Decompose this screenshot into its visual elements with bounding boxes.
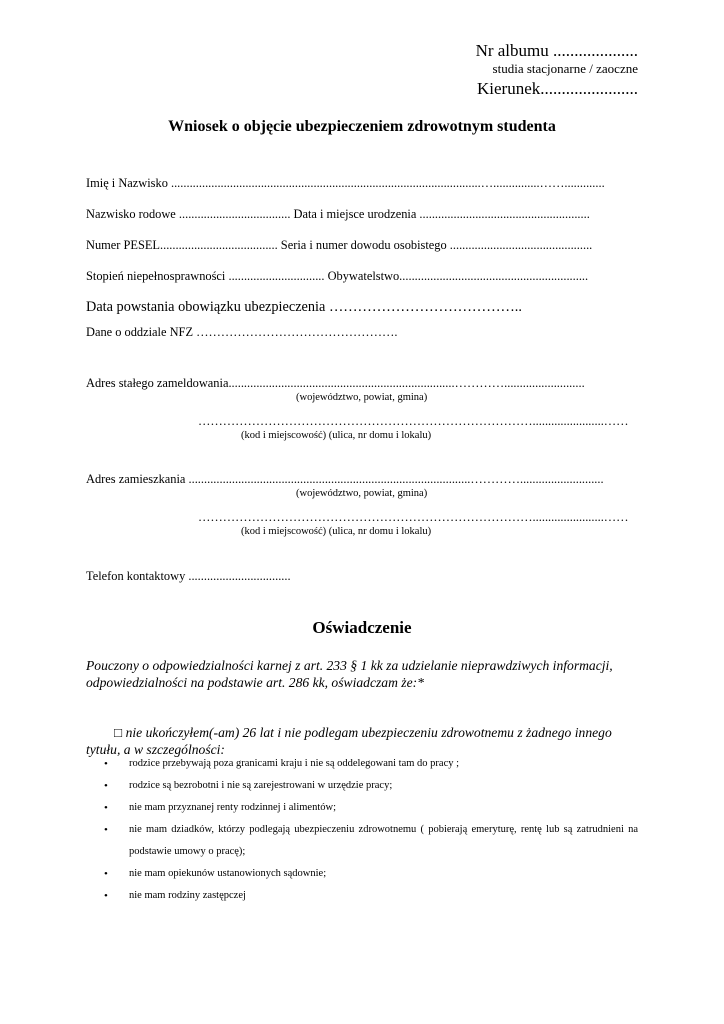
list-item [86, 885, 638, 907]
permanent-address-hint2: (kod i miejscowość) (ulica, nr domu i lokalu) [241, 430, 432, 441]
permanent-address-line2: ……………………………………………………………………….......................…… [198, 414, 629, 428]
list-item-text: nie mam opiekunów ustanowionych sądownie; [129, 868, 327, 879]
maiden-name-birth-field: Nazwisko rodowe .................................... Data i miejsce urodzenia ....................................................... [86, 207, 590, 221]
declaration-option: □ nie ukończyłem(-am) 26 lat i nie podlegam ubezpieczeniu zdrowotnemu z żadnego innego tytułu, a w szczególności: [86, 725, 612, 757]
study-mode-label: studia stacjonarne / zaoczne [492, 61, 638, 76]
bullet-icon: • [104, 868, 108, 880]
declaration-items-list [86, 753, 638, 907]
permanent-address-field: Adres stałego zameldowania.........................................................................………….......................... [86, 376, 585, 390]
declaration-intro: Pouczony o odpowiedzialności karnej z art. 233 § 1 kk za udzielanie nieprawdziwych informacji, odpowiedzialności na podstawie art. 286 kk, oświadczam że:* [86, 658, 613, 690]
album-number-field: Nr albumu .................... [475, 41, 638, 60]
permanent-address-hint: (województwo, powiat, gmina) [296, 392, 428, 403]
list-item [86, 797, 638, 819]
insurance-date-field: Data powstania obowiązku ubezpieczenia ………………………………….. [86, 299, 522, 315]
list-item-text: nie mam przyznanej renty rodzinnej i alimentów; [129, 802, 337, 813]
nfz-field: Dane o oddziale NFZ …………………………………………. [86, 325, 398, 339]
list-item-text: rodzice przebywają poza granicami kraju i nie są oddelegowani tam do pracy ; [129, 758, 460, 769]
list-item-text: nie mam dziadków, którzy podlegają ubezpieczeniu zdrowotnemu ( pobierają emeryturę, rentę lub są zatrudnieni na podstawie umowy o pracę); [129, 824, 638, 857]
declaration-title: Oświadczenie [312, 618, 412, 637]
name-field: Imię i Nazwisko ....................................................................................................…...............……............. [86, 176, 605, 190]
list-item-text: rodzice są bezrobotni i nie są zarejestrowani w urzędzie pracy; [129, 780, 393, 791]
residence-address-hint: (województwo, powiat, gmina) [296, 488, 428, 499]
bullet-icon: • [104, 802, 108, 814]
list-item [86, 753, 638, 775]
direction-field: Kierunek....................... [476, 79, 638, 98]
pesel-id-field: Numer PESEL...................................... Seria i numer dowodu osobistego .............................................. [86, 238, 593, 252]
list-item-text: nie mam rodziny zastępczej [129, 890, 246, 901]
phone-field: Telefon kontaktowy ................................. [86, 569, 291, 583]
list-item [86, 863, 638, 885]
bullet-icon: • [104, 890, 108, 902]
residence-address-hint2: (kod i miejscowość) (ulica, nr domu i lokalu) [241, 526, 432, 537]
bullet-icon: • [104, 758, 108, 770]
disability-citizenship-field: Stopień niepełnosprawności ............................... Obywatelstwo............................................................. [86, 269, 589, 283]
document-title: Wniosek o objęcie ubezpieczeniem zdrowotnym studenta [168, 118, 556, 135]
residence-address-field: Adres zamieszkania ...........................................................................................…………........................... [86, 472, 604, 486]
residence-address-line2: ……………………………………………………………………….......................…… [198, 510, 629, 524]
bullet-icon: • [104, 780, 108, 792]
bullet-icon: • [104, 824, 108, 836]
list-item [86, 819, 638, 863]
list-item [86, 775, 638, 797]
